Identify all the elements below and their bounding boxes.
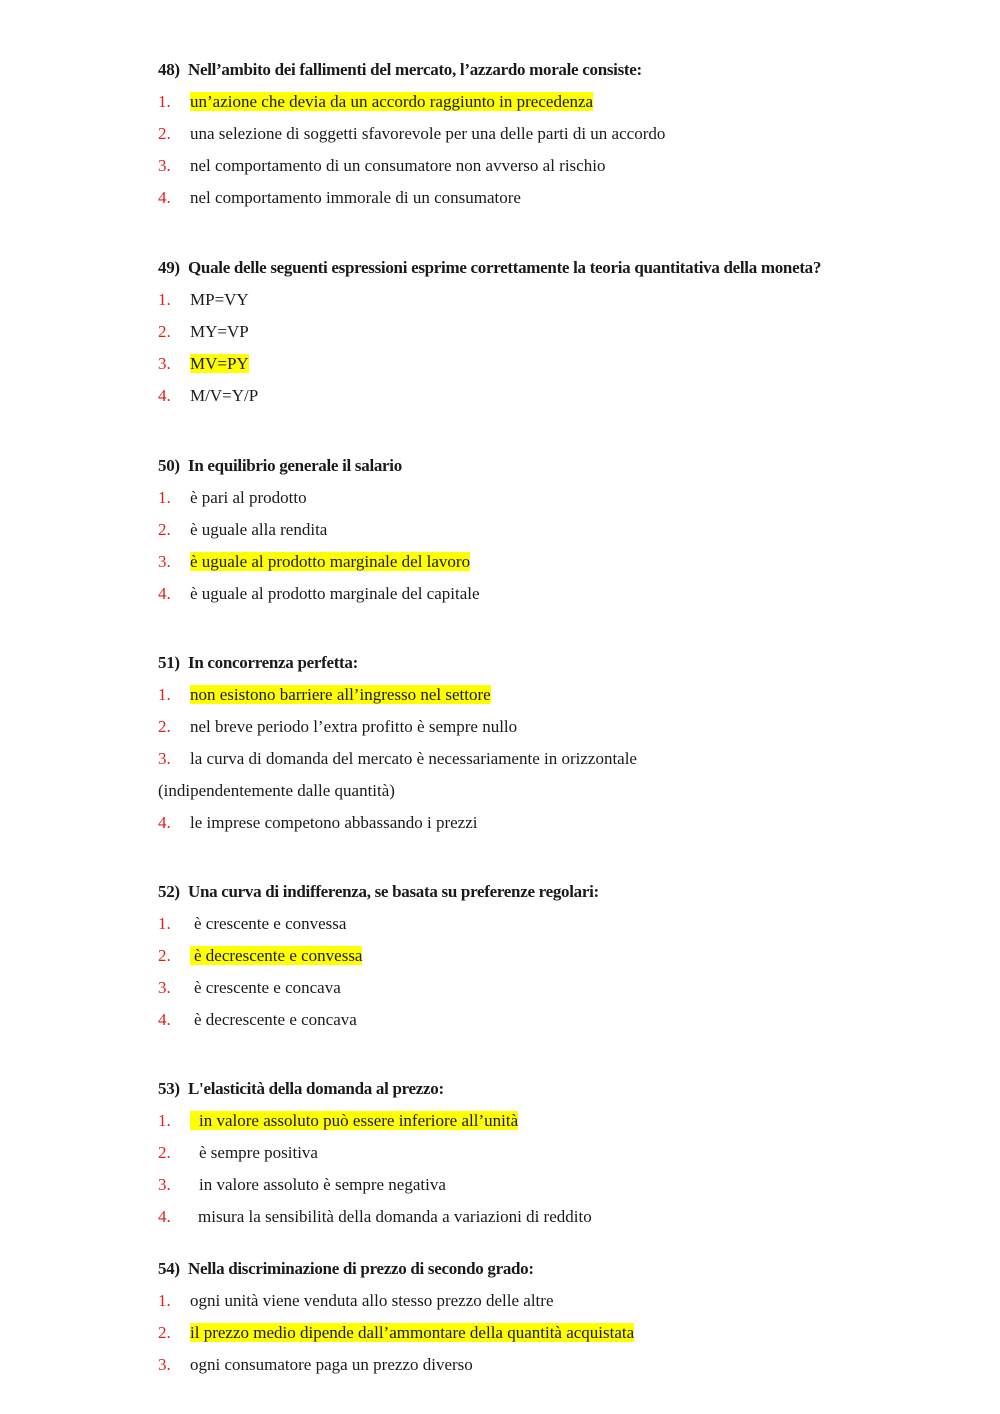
option-text: MP=VY bbox=[190, 290, 249, 309]
question-number: 51) bbox=[158, 653, 180, 672]
question-48 bbox=[158, 58, 958, 218]
answer-option bbox=[158, 320, 958, 352]
question-text: Quale delle seguenti espressioni esprime correttamente la teoria quantitativa della moneta? bbox=[188, 258, 822, 277]
option-text-highlighted: in valore assoluto può essere inferiore all’unità bbox=[190, 1111, 518, 1130]
answer-option bbox=[158, 1173, 958, 1205]
question-51 bbox=[158, 651, 958, 843]
answer-option bbox=[158, 352, 958, 384]
option-text: è decrescente e concava bbox=[194, 1010, 357, 1029]
option-text: è pari al prodotto bbox=[190, 488, 307, 507]
question-text: In equilibrio generale il salario bbox=[188, 456, 402, 475]
option-text: nel comportamento immorale di un consumatore bbox=[190, 188, 521, 207]
question-text: L'elasticità della domanda al prezzo: bbox=[188, 1079, 444, 1098]
answer-option bbox=[158, 518, 958, 550]
option-text: è uguale al prodotto marginale del capitale bbox=[190, 584, 480, 603]
option-text: è uguale alla rendita bbox=[190, 520, 328, 539]
option-number: 4. bbox=[158, 188, 171, 207]
answer-option bbox=[158, 90, 958, 122]
option-number: 2. bbox=[158, 717, 171, 736]
question-text: Una curva di indifferenza, se basata su preferenze regolari: bbox=[188, 882, 599, 901]
option-number: 2. bbox=[158, 322, 171, 341]
option-number: 2. bbox=[158, 1143, 171, 1162]
answer-option bbox=[158, 976, 958, 1008]
option-number: 3. bbox=[158, 156, 171, 175]
question-title bbox=[158, 880, 958, 912]
option-text-highlighted: MV=PY bbox=[190, 354, 249, 373]
answer-option bbox=[158, 1289, 958, 1321]
option-text-highlighted: un’azione che devia da un accordo raggiunto in precedenza bbox=[190, 92, 594, 111]
answer-option bbox=[158, 944, 958, 976]
option-text: le imprese competono abbassando i prezzi bbox=[190, 813, 478, 832]
option-text: è sempre positiva bbox=[199, 1143, 318, 1162]
option-text-highlighted: è decrescente e convessa bbox=[190, 946, 362, 965]
option-text: nel comportamento di un consumatore non avverso al rischio bbox=[190, 156, 606, 175]
answer-option bbox=[158, 715, 958, 747]
answer-option bbox=[158, 1321, 958, 1353]
question-title bbox=[158, 58, 958, 90]
option-text: la curva di domanda del mercato è necessariamente in orizzontale bbox=[190, 749, 637, 768]
option-number: 2. bbox=[158, 520, 171, 539]
question-50 bbox=[158, 454, 958, 614]
answer-option bbox=[158, 811, 958, 843]
option-text: una selezione di soggetti sfavorevole per una delle parti di un accordo bbox=[190, 124, 666, 143]
option-text: M/V=Y/P bbox=[190, 386, 259, 405]
option-text: in valore assoluto è sempre negativa bbox=[199, 1175, 446, 1194]
option-number: 4. bbox=[158, 1010, 171, 1029]
question-52 bbox=[158, 880, 958, 1040]
option-number: 3. bbox=[158, 1175, 171, 1194]
option-number: 1. bbox=[158, 914, 171, 933]
option-number: 1. bbox=[158, 488, 171, 507]
option-text: è crescente e convessa bbox=[194, 914, 347, 933]
option-number: 1. bbox=[158, 685, 171, 704]
question-text: Nella discriminazione di prezzo di secondo grado: bbox=[188, 1259, 534, 1278]
question-title bbox=[158, 1257, 958, 1289]
answer-option bbox=[158, 912, 958, 944]
option-number: 2. bbox=[158, 946, 171, 965]
question-text: In concorrenza perfetta: bbox=[188, 653, 358, 672]
question-53 bbox=[158, 1077, 958, 1237]
option-text: ogni unità viene venduta allo stesso prezzo delle altre bbox=[190, 1291, 554, 1310]
option-text: ogni consumatore paga un prezzo diverso bbox=[190, 1355, 473, 1374]
option-text-highlighted: non esistono barriere all’ingresso nel settore bbox=[190, 685, 491, 704]
option-number: 3. bbox=[158, 1355, 171, 1374]
option-text-highlighted: il prezzo medio dipende dall’ammontare della quantità acquistata bbox=[190, 1323, 635, 1342]
option-number: 3. bbox=[158, 749, 171, 768]
option-number: 3. bbox=[158, 552, 171, 571]
option-text: è crescente e concava bbox=[194, 978, 341, 997]
option-number: 1. bbox=[158, 92, 171, 111]
answer-option bbox=[158, 1205, 958, 1237]
option-number: 2. bbox=[158, 124, 171, 143]
question-title bbox=[158, 1077, 958, 1109]
answer-option bbox=[158, 1109, 958, 1141]
question-title bbox=[158, 651, 958, 683]
answer-option bbox=[158, 683, 958, 715]
option-continuation: (indipendentemente dalle quantità) bbox=[158, 781, 395, 800]
question-title bbox=[158, 256, 958, 288]
question-number: 53) bbox=[158, 1079, 180, 1098]
answer-option bbox=[158, 582, 958, 614]
option-number: 1. bbox=[158, 1291, 171, 1310]
answer-option bbox=[158, 747, 958, 779]
answer-option bbox=[158, 1141, 958, 1173]
question-54 bbox=[158, 1257, 958, 1385]
option-number: 4. bbox=[158, 813, 171, 832]
question-title bbox=[158, 454, 958, 486]
answer-option bbox=[158, 550, 958, 582]
option-number: 4. bbox=[158, 386, 171, 405]
question-number: 50) bbox=[158, 456, 180, 475]
answer-option bbox=[158, 1353, 958, 1385]
question-number: 52) bbox=[158, 882, 180, 901]
answer-option bbox=[158, 384, 958, 416]
answer-option bbox=[158, 288, 958, 320]
option-number: 1. bbox=[158, 290, 171, 309]
option-text: misura la sensibilità della domanda a variazioni di reddito bbox=[198, 1207, 592, 1226]
option-number: 4. bbox=[158, 1207, 171, 1226]
answer-option bbox=[158, 486, 958, 518]
option-text: nel breve periodo l’extra profitto è sempre nullo bbox=[190, 717, 518, 736]
answer-option bbox=[158, 154, 958, 186]
question-text: Nell’ambito dei fallimenti del mercato, l’azzardo morale consiste: bbox=[188, 60, 642, 79]
question-number: 48) bbox=[158, 60, 180, 79]
option-number: 2. bbox=[158, 1323, 171, 1342]
option-text-highlighted: è uguale al prodotto marginale del lavoro bbox=[190, 552, 471, 571]
question-number: 54) bbox=[158, 1259, 180, 1278]
question-49 bbox=[158, 256, 958, 416]
answer-option bbox=[158, 1008, 958, 1040]
answer-option bbox=[158, 186, 958, 218]
option-number: 3. bbox=[158, 354, 171, 373]
answer-option bbox=[158, 122, 958, 154]
option-number: 3. bbox=[158, 978, 171, 997]
option-text: MY=VP bbox=[190, 322, 249, 341]
question-number: 49) bbox=[158, 258, 180, 277]
option-number: 4. bbox=[158, 584, 171, 603]
option-number: 1. bbox=[158, 1111, 171, 1130]
